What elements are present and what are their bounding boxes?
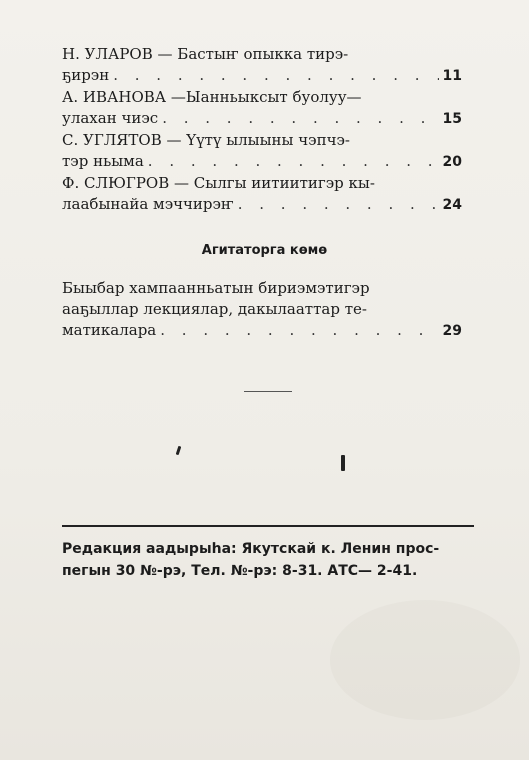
toc-title-cont: улахан чиэс [62,109,159,127]
agitator-line-2: ааҕыллар лекциялар, дакылааттар те- [62,300,367,318]
toc-page-number: 24 [442,197,462,213]
footer-line-1: Редакция аадырыһа: Якутскай к. Ленин прос- [62,541,440,557]
agitator-page-number: 29 [442,323,462,339]
toc-entry [62,130,462,173]
toc-entry-line-1 [62,130,462,151]
toc-author: А. ИВАНОВА [62,88,167,106]
agitator-title-cont: матикалара [62,321,157,339]
footer-rule [62,525,474,527]
toc-entry-line-1 [62,173,462,194]
ink-mark [341,455,345,471]
toc-entry-line-2 [62,194,462,216]
toc-author: Н. УЛАРОВ [62,45,153,63]
table-of-contents [62,44,462,216]
toc-page-number: 15 [442,111,462,127]
toc-author: С. УГЛЯТОВ [62,131,162,149]
toc-page-number: 11 [442,68,462,84]
toc-title: — Үүтү ылыыны чэпчэ- [166,131,350,149]
toc-entry-line-1 [62,87,462,108]
toc-title-cont: ҕирэн [62,66,110,84]
toc-entry-line-1 [62,44,462,65]
toc-title: — Бастыҥ опыкка тирэ- [157,45,349,63]
agitator-line-3 [62,320,462,342]
toc-entry-line-2 [62,108,462,130]
dot-leader [113,65,438,86]
separator-rule [244,391,292,392]
dot-leader [160,320,438,341]
toc-entry-line-2 [62,65,462,87]
dot-leader [148,151,439,172]
section-title: Агитаторга көмө [201,243,328,258]
footer-line-2: пегын 30 №-рэ, Тел. №-рэ: 8-31. АТС— 2-41. [62,563,418,579]
agitator-entry [62,278,462,342]
toc-page-number: 20 [442,154,462,170]
toc-title: — Сылгы иитиитигэр кы- [174,174,375,192]
dot-leader [162,108,438,129]
toc-entry [62,87,462,130]
toc-entry [62,173,462,216]
toc-entry-line-2 [62,151,462,173]
paper-stain [330,600,520,720]
ink-mark [176,446,182,455]
footer-imprint [62,538,477,582]
toc-title: —Ыанньыксыт буолуу— [170,88,362,106]
agitator-line-1: Быыбар хампаанньатын бириэмэтигэр [62,279,370,297]
toc-author: Ф. СЛЮГРОВ [62,174,170,192]
toc-title-cont: лаабынайа мэччирэҥ [62,195,234,213]
dot-leader [238,194,439,215]
toc-title-cont: тэр ньыма [62,152,144,170]
toc-entry [62,44,462,87]
